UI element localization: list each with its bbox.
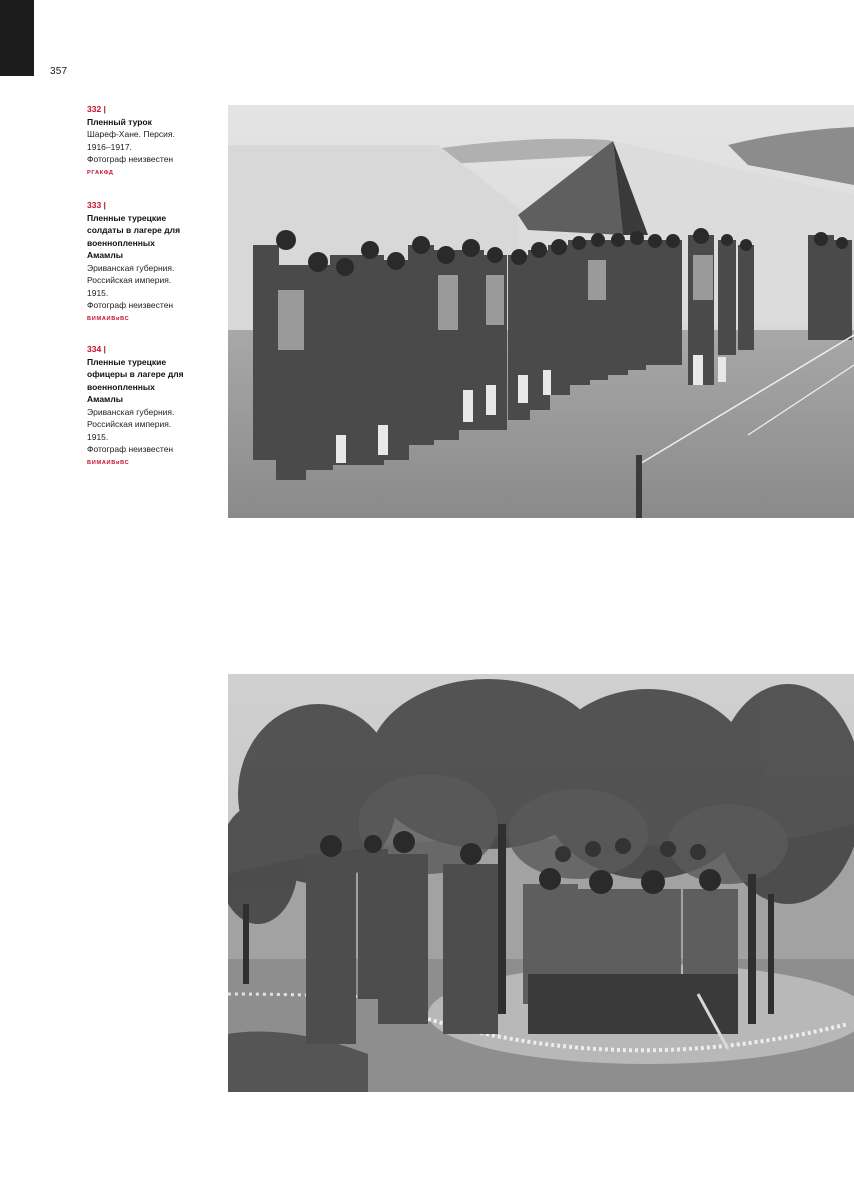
caption-photographer: Фотограф неизвестен	[87, 300, 174, 310]
caption-archive: РГАКФД	[87, 169, 114, 176]
caption-photographer: Фотограф неизвестен	[87, 154, 174, 164]
caption-place: Эриванская губерния. Российская империя. 1915.	[87, 262, 175, 298]
caption-archive: ВИМАИВиВС	[87, 315, 130, 322]
caption-332	[87, 103, 187, 179]
caption-number: 333 |	[87, 200, 106, 210]
caption-number: 332 |	[87, 104, 106, 114]
caption-title: Пленные турецкие офицеры в лагере для военнопленных Амамлы	[87, 356, 184, 404]
photo-prisoners-in-camp	[228, 105, 854, 518]
caption-place: Эриванская губерния. Российская империя. 1915.	[87, 406, 175, 442]
photo-officers-in-camp	[228, 674, 854, 1092]
caption-title: Пленный турок	[87, 116, 152, 127]
caption-archive: ВИМАИВиВС	[87, 459, 130, 466]
caption-333	[87, 199, 187, 325]
caption-title: Пленные турецкие солдаты в лагере для военнопленных Амамлы	[87, 212, 181, 260]
corner-tab	[0, 0, 34, 76]
caption-photographer: Фотограф неизвестен	[87, 444, 174, 454]
page-number: 357	[50, 66, 68, 77]
caption-place: Шареф-Хане. Персия. 1916–1917.	[87, 129, 175, 152]
caption-334	[87, 343, 187, 469]
caption-number: 334 |	[87, 344, 106, 354]
